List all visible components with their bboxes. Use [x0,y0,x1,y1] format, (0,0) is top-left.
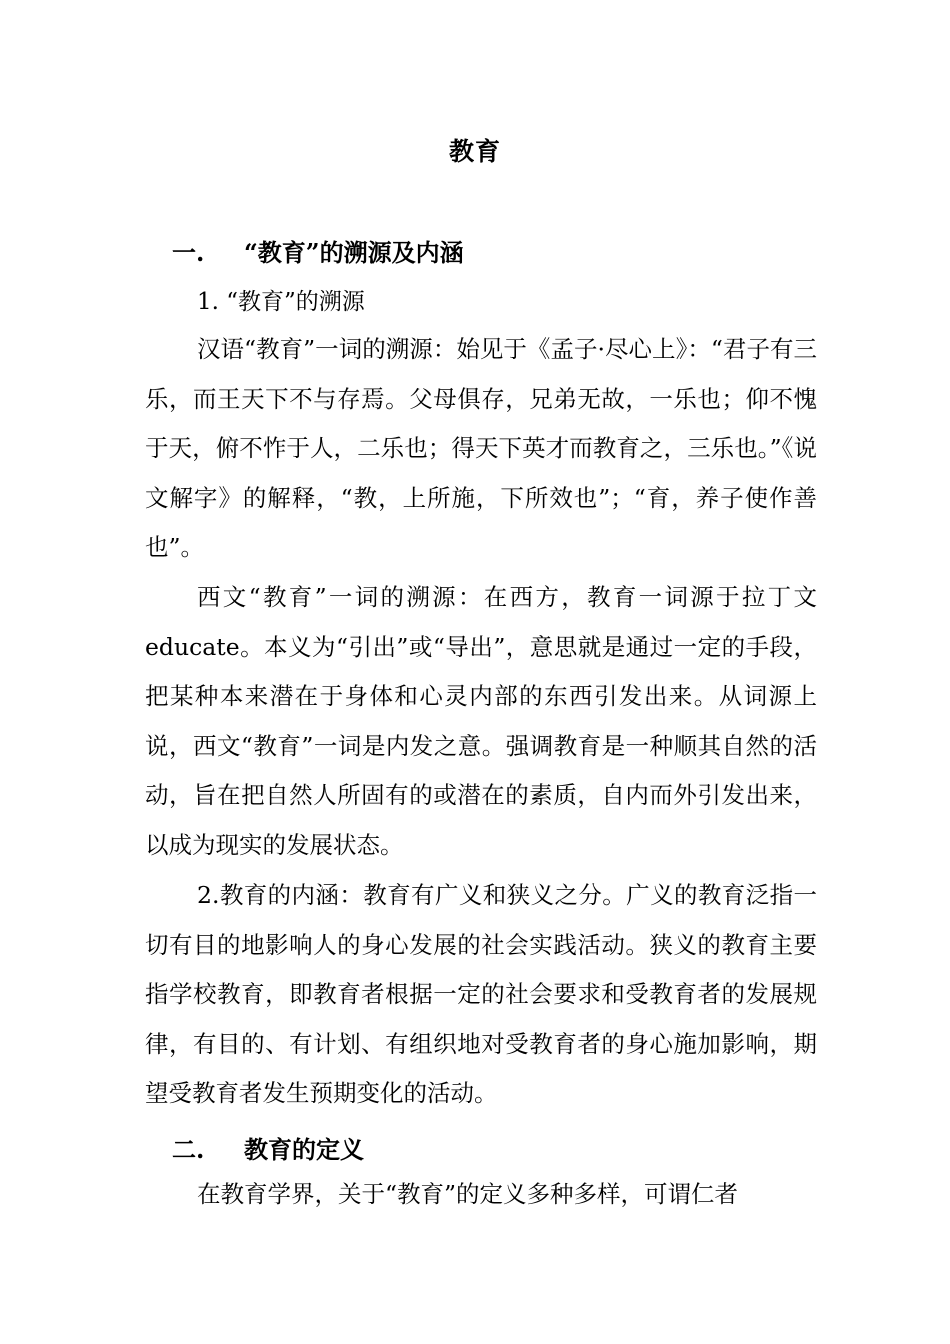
section-number-2: 二. [172,1135,205,1164]
paragraph-connotation: 2.教育的内涵：教育有广义和狭义之分。广义的教育泛指一切有目的地影响人的身心发展的社会实践活动。狭义的教育主要指学校教育，即教育者根据一定的社会要求和受教育者的发展规律，有目的、有计划、有组织地对受教育者的身心施加影响，期望受教育者发生预期变化的活动。 [145,881,817,1108]
document-title: 教育 [448,137,501,166]
section-heading-1 [172,233,464,268]
paragraph-western-origin: 西文“教育”一词的溯源：在西方，教育一词源于拉丁文educate。本义为“引出”或“导出”，意思就是通过一定的手段，把某种本来潜在于身体和心灵内部的东西引发出来。从词源上说，西文“教育”一词是内发之意。强调教育是一种顺其自然的活动，旨在把自然人所固有的或潜在的素质，自内而外引发出来，以成为现实的发展状态。 [145,583,817,859]
section-number-1: 一. [172,238,205,267]
section-heading-text-2: 教育的定义 [244,1135,364,1164]
subsection-heading: 1. “教育”的溯源 [197,289,365,315]
section-heading-text-1: “教育”的溯源及内涵 [244,238,464,267]
paragraph-definition: 在教育学界，关于“教育”的定义多种多样，可谓仁者 [197,1180,739,1208]
section-heading-2 [172,1130,364,1165]
paragraph-chinese-origin: 汉语“教育”一词的溯源：始见于《孟子·尽心上》：“君子有三乐，而王天下不与存焉。父母俱存，兄弟无故，一乐也；仰不愧于天，俯不怍于人，二乐也；得天下英才而教育之，三乐也。”《说文解字》的解释，“教，上所施，下所效也”；“育，养子使作善也”。 [145,335,817,562]
